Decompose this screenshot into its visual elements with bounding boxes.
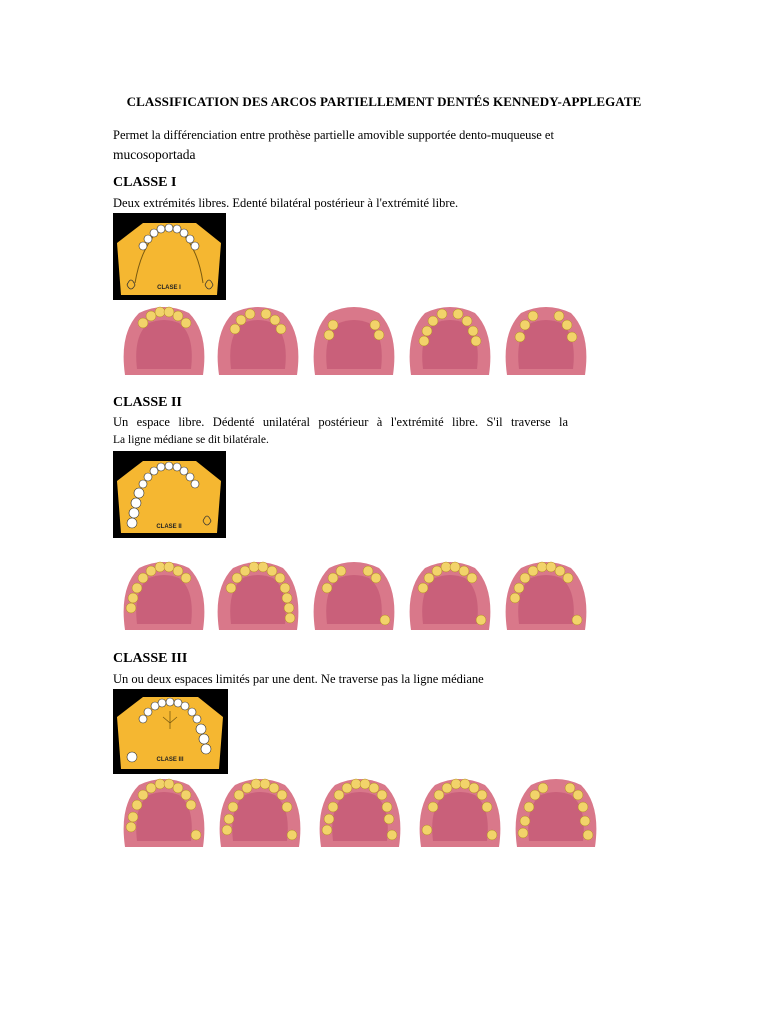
class-1-photo-row: [113, 303, 593, 383]
intro-paragraph: [113, 125, 573, 165]
class-1-photo-5: [501, 303, 591, 381]
class-2-heading: CLASSE II: [113, 395, 182, 410]
class-3-photo-4: [415, 775, 505, 853]
class-2-photo-row: [113, 558, 593, 638]
class-3-heading: CLASSE III: [113, 651, 188, 666]
class-2-photo-1: [119, 558, 209, 636]
class-2-photo-3: [309, 558, 399, 636]
class-1-diagram: [113, 213, 226, 300]
class-1-photo-2: [213, 303, 303, 381]
class-3-photo-5: [511, 775, 601, 853]
class-1-description: Deux extrémités libres. Edenté bilatéral postérieur à l'extrémité libre.: [113, 196, 459, 210]
class-2-diagram-label: CLASE II: [156, 524, 182, 530]
class-2-photo-2: [213, 558, 303, 636]
class-3-photo-3: [315, 775, 405, 853]
class-2-description: [113, 413, 568, 449]
class-2-description-line-2: La ligne médiane se dit bilatérale.: [113, 434, 269, 446]
intro-line-1: Permet la différenciation entre prothèse partielle amovible supportée dento-muqueuse et: [113, 128, 554, 142]
page-title: CLASSIFICATION DES ARCOS PARTIELLEMENT DENTÉS KENNEDY-APPLEGATE: [126, 94, 642, 109]
class-2-description-line-1: Un espace libre. Dédenté unilatéral postérieur à l'extrémité libre. S'il traverse la: [113, 415, 568, 429]
class-3-description: Un ou deux espaces limités par une dent. Ne traverse pas la ligne médiane: [113, 672, 484, 686]
class-1-diagram-label: CLASE I: [157, 285, 181, 291]
class-2-photo-5: [501, 558, 591, 636]
class-3-diagram: [113, 689, 228, 774]
class-1-photo-4: [405, 303, 495, 381]
class-1-photo-1: [119, 303, 209, 381]
class-3-diagram-label: CLASE III: [156, 757, 184, 763]
class-3-photo-row: [113, 775, 593, 855]
intro-line-2: mucosoportada: [113, 147, 196, 162]
class-1-photo-3: [309, 303, 399, 381]
class-1-heading: CLASSE I: [113, 175, 177, 190]
class-2-photo-4: [405, 558, 495, 636]
class-3-photo-1: [119, 775, 209, 853]
class-2-diagram: [113, 451, 226, 538]
class-3-photo-2: [215, 775, 305, 853]
